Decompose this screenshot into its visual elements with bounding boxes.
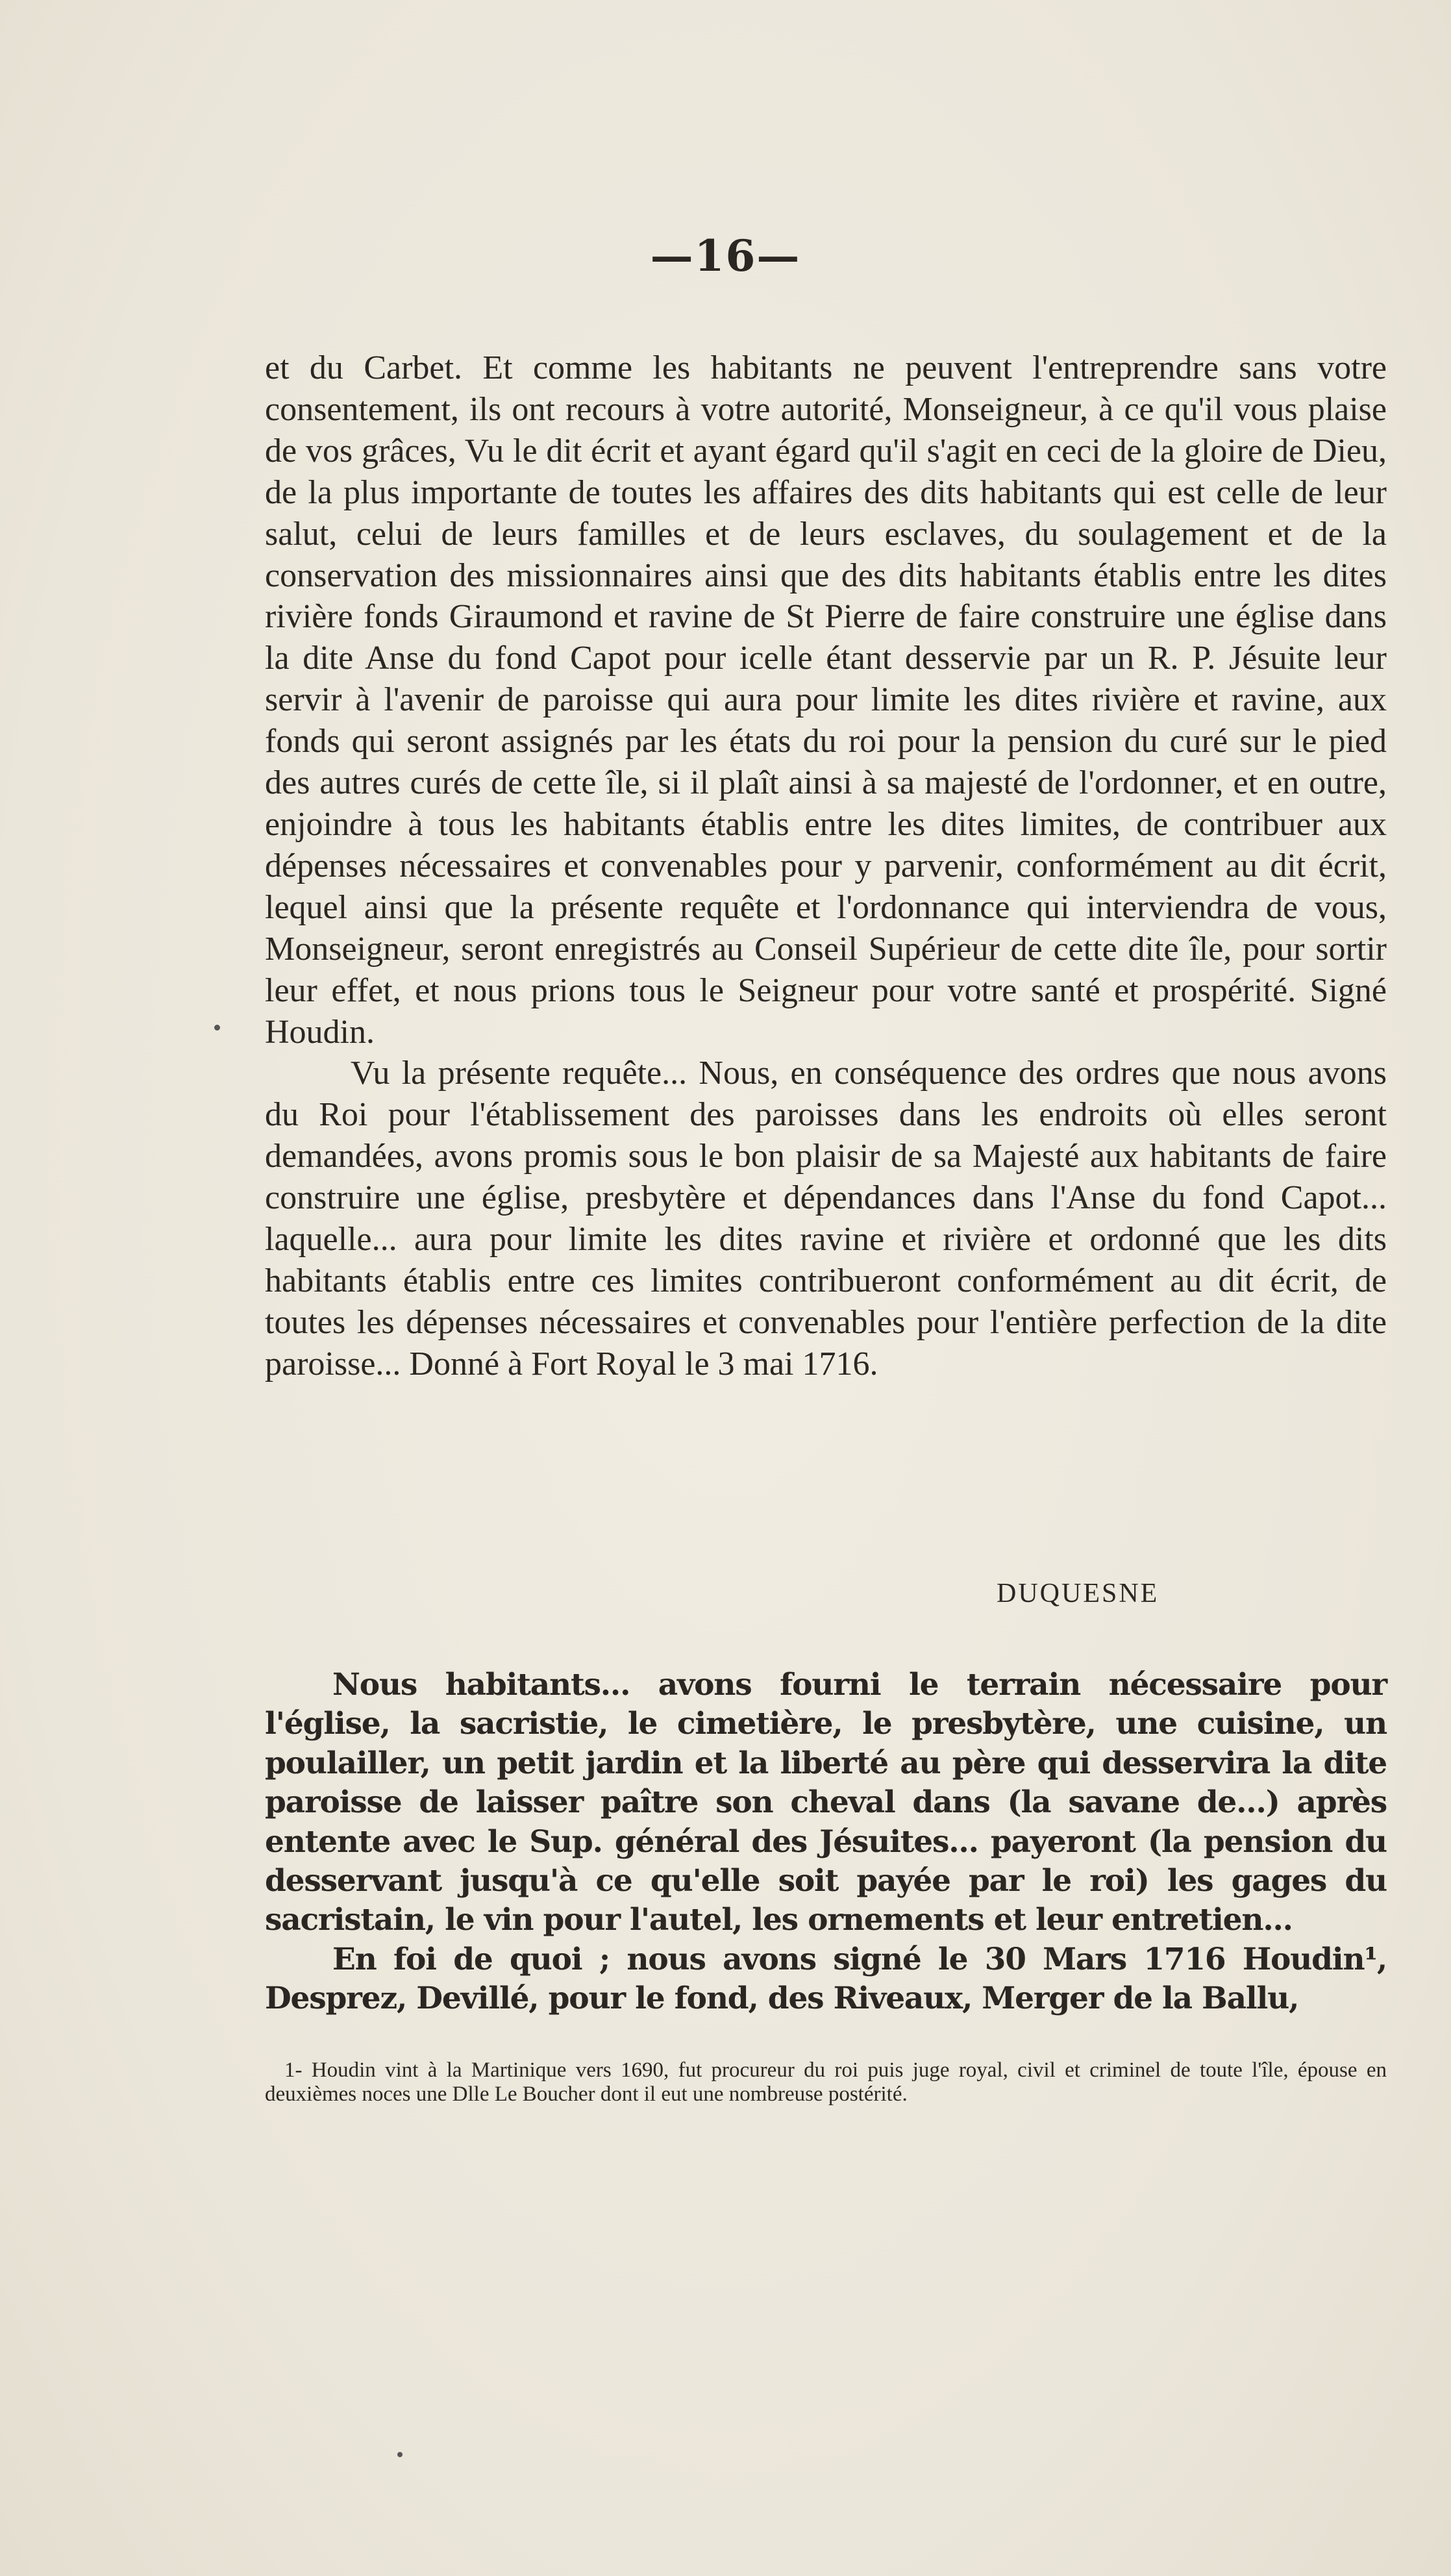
- body-paragraph-1: et du Carbet. Et comme les habitants ne peuvent l'entreprendre sans votre consentement, ils ont recours à votre autorité, Monseigneur, à ce qu'il vous plaise de vos grâces, Vu le dit écrit et ayant égard qu'il s'agit en ceci de la gloire de Dieu, de la plus importante de toutes les affaires des dits habitants qui est celle de leur salut, celui de leurs familles et de leurs esclaves, du soulagement et de la conservation des missionnaires ainsi que des dits habitants établis entre les dites rivière fonds Giraumond et ravine de St Pierre de faire construire une église dans la dite Anse du fond Capot pour icelle étant desservie par un R. P. Jésuite leur servir à l'avenir de paroisse qui aura pour limite les dites rivière et ravine, aux fonds qui seront assignés par les états du roi pour la pension du curé sur le pied des autres curés de cette île, si il plaît ainsi à sa majesté de l'ordonner, et en outre, enjoindre à tous les habitants établis entre les dites limites, de contribuer aux dépenses nécessaires et convenables pour y parvenir, conformément au dit écrit, lequel ainsi que la présente requête et l'ordonnance qui interviendra de vous, Monseigneur, seront enregistrés au Conseil Supérieur de cette dite île, pour sortir leur effet, et nous prions tous le Seigneur pour votre santé et prospérité. Signé Houdin.: [265, 349, 1387, 1051]
- footnote: [265, 2058, 1387, 2107]
- habitants-notes: [265, 1666, 1387, 2019]
- paper-speck: [397, 2452, 403, 2457]
- notes-paragraph-1: Nous habitants... avons fourni le terrain nécessaire pour l'église, la sacristie, le cimetière, le presbytère, une cuisine, un poulailler, un petit jardin et la liberté au père qui desservira la dite paroisse de laisser paître son cheval dans (la savane de...) après entente avec le Sup. général des Jésuites... payeront (la pension du desservant jusqu'à ce qu'elle soit payée par le roi) les gages du sacristain, le vin pour l'autel, les ornements et leur entretien...: [265, 1667, 1387, 1938]
- paper-speck: [214, 1025, 220, 1031]
- main-text: [265, 347, 1387, 1385]
- signature-duquesne: DUQUESNE: [997, 1579, 1160, 1608]
- footnote-text: 1- Houdin vint à la Martinique vers 1690, fut procureur du roi puis juge royal, civil et criminel de toute l'île, épouse en deuxièmes noces une Dlle Le Boucher dont il eut une nombreuse postérité.: [265, 2058, 1387, 2106]
- notes-paragraph-2: En foi de quoi ; nous avons signé le 30 Mars 1716 Houdin¹, Desprez, Devillé, pour le fond, des Riveaux, Merger de la Ballu,: [265, 1941, 1387, 2017]
- body-paragraph-2: Vu la présente requête... Nous, en conséquence des ordres que nous avons du Roi pour l'établissement des paroisses dans les endroits où elles seront demandées, avons promis sous le bon plaisir de sa Majesté aux habitants de faire construire une église, presbytère et dépendances dans l'Anse du fond Capot... laquelle... aura pour limite les dites ravine et rivière et ordonné que les dits habitants établis entre ces limites contribueront conformément au dit écrit, de toutes les dépenses nécessaires et convenables pour l'entière perfection de la dite paroisse... Donné à Fort Royal le 3 mai 1716.: [265, 1055, 1387, 1382]
- page-number: —16—: [650, 231, 801, 281]
